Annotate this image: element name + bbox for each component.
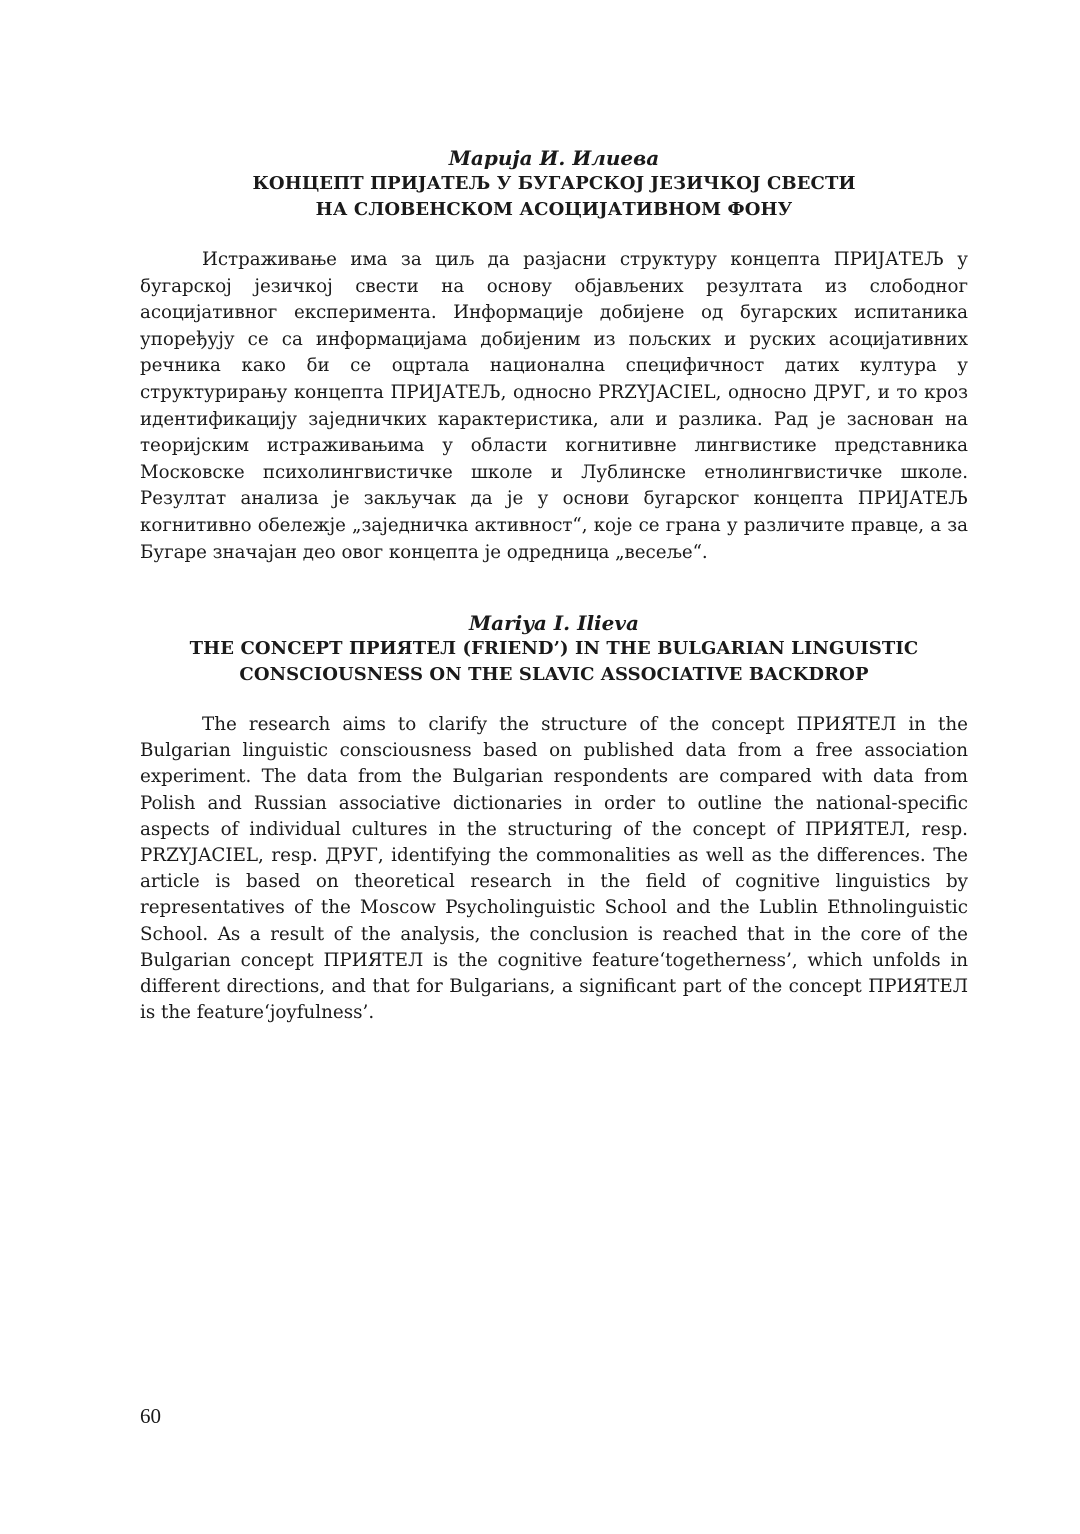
- page-number: 60: [140, 1404, 161, 1428]
- abstract-body: Истраживање има за циљ да разјасни структуру концепта ПРИЈАТЕЉ у бугарској језичкој свести на основу објављених резултата из слободног асоцијативног експеримента. Информације добијене од бугарских испитаника упоређују се са информацијама добијеним из пољских и руских асоцијативних речника како би се оцртала национална специфичност датих култура у структурирању концепта ПРИЈАТЕЉ, односно PRZYJACIEL, односно ДРУГ, и то кроз идентификацију заједничких карактеристика, али и разлика. Рад је заснован на теоријским истраживањима у области когнитивне лингвистике представника Московске психолингвистичке школе и Лублинске етнолингвистичке школе. Резултат анализа је закључак да је у основи бугарског концепта ПРИЈАТЕЉ когнитивно обележје „заједничка активност“, које се грана у различите правце, а за Бугаре значајан део овог концепта је одредница „весеље“.: [140, 249, 968, 563]
- article-title-line-1: КОНЦЕПТ ПРИЈАТЕЉ У БУГАРСКОЈ ЈЕЗИЧКОЈ СВЕСТИ: [252, 173, 856, 194]
- abstract-serbian: [140, 145, 968, 566]
- abstract-body: The research aims to clarify the structure of the concept ПРИЯТЕЛ in the Bulgarian linguistic consciousness based on published data from a free association experiment. The data from the Bulgarian respondents are compared with data from Polish and Russian associative dictionaries in order to outline the national-specific aspects of individual cultures in the structuring of the concept of ПРИЯТЕЛ, resp. PRZYJACIEL, resp. ДРУГ, identifying the commonalities as well as the differences. The article is based on theoretical research in the field of cognitive linguistics by representatives of the Moscow Psycholinguistic School and the Lublin Ethnolinguistic School. As a result of the analysis, the conclusion is reached that in the core of the Bulgarian concept ПРИЯТЕЛ is the cognitive feature‘togetherness’, which unfolds in different directions, and that for Bulgarians, a significant part of the concept ПРИЯТЕЛ is the feature‘joyfulness’.: [140, 714, 968, 1024]
- article-title-line-1: THE CONCEPT ПРИЯТЕЛ (FRIEND’) IN THE BULGARIAN LINGUISTIC: [189, 638, 919, 659]
- article-title-line-2: НА СЛОВЕНСКОМ АСОЦИЈАТИВНОМ ФОНУ: [315, 199, 793, 220]
- abstract-english: [140, 610, 968, 1026]
- author-name: Mariya I. Ilieva: [469, 611, 639, 635]
- article-title-line-2: CONSCIOUSNESS ON THE SLAVIC ASSOCIATIVE BACKDROP: [239, 664, 869, 685]
- author-name: Марија И. Илиева: [448, 146, 660, 170]
